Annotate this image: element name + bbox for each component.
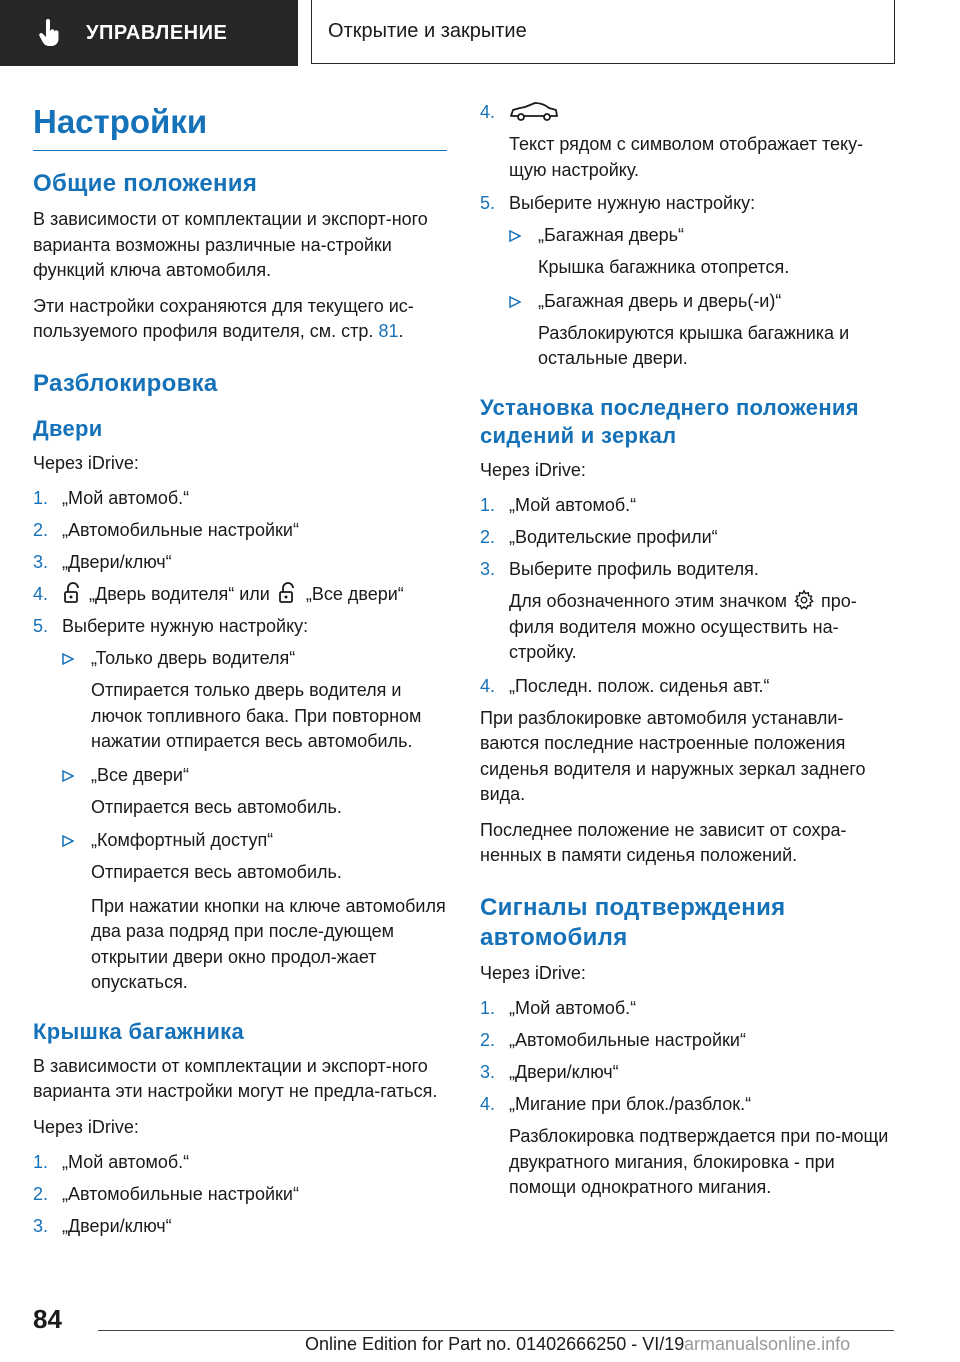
- unlock-heading: Разблокировка: [33, 369, 218, 397]
- triangle-right-icon: [62, 835, 74, 847]
- triangle-right-icon: [62, 653, 74, 665]
- step-detail: Для обозначенного этим значком про-филя водителя можно осуществить на-стройку.: [509, 591, 857, 662]
- list-item: 1. „Мой автомоб.“: [480, 998, 637, 1018]
- hand-pointer-icon: [38, 19, 62, 47]
- seat-via: Через iDrive:: [480, 459, 586, 480]
- general-heading: Общие положения: [33, 170, 258, 197]
- general-paragraph-1: В зависимости от комплектации и экспорт-ного варианта возможны различные на-стройки функций ключа автомобиля.: [33, 209, 428, 280]
- seat-heading: Установка последнего положения сидений и зеркал: [480, 394, 859, 448]
- list-item: 2. „Автомобильные настройки“: [480, 1030, 746, 1050]
- option-item: „Все двери“: [33, 763, 447, 789]
- section-tab: [0, 0, 298, 66]
- option-detail: При нажатии кнопки на ключе автомобиля два раза подряд при после-дующем открытии двери окно продол-жает опускаться.: [91, 895, 446, 992]
- option-item: „Багажная дверь“: [480, 223, 900, 249]
- footer-rule: [98, 1330, 894, 1331]
- chapter-tab: [311, 0, 895, 64]
- list-item: 4. „Последн. полож. сиденья авт.“: [480, 675, 770, 696]
- trunk-paragraph: В зависимости от комплектации и экспорт-ного варианта эти настройки могут не предла-гаться.: [33, 1055, 438, 1101]
- doors-via: Через iDrive:: [33, 452, 139, 473]
- option-detail: Отпирается весь автомобиль.: [91, 862, 342, 882]
- right-column: [480, 100, 900, 1209]
- list-item: 4. „Мигание при блок./разблок.“: [480, 1094, 752, 1114]
- list-item: 5. Выберите нужную настройку:: [480, 193, 756, 213]
- list-item: 1. „Мой автомоб.“: [33, 488, 190, 508]
- page-footer: [0, 1300, 960, 1362]
- option-item: „Багажная дверь и дверь(-и)“: [480, 289, 900, 315]
- option-item: „Комфортный доступ“: [33, 828, 447, 854]
- option-detail: Крышка багажника отопрется.: [538, 257, 790, 277]
- triangle-right-icon: [62, 770, 74, 782]
- signal-steps: [480, 996, 900, 1118]
- list-item: 4.: [480, 100, 900, 126]
- triangle-right-icon: [509, 296, 521, 308]
- step-detail: Разблокировка подтверждается при по-мощи двукратного мигания, блокировка - при помощи однократного мигания.: [509, 1126, 889, 1197]
- chapter-label: Открытие и закрытие: [328, 20, 527, 42]
- list-item: 1. „Мой автомоб.“: [33, 1152, 190, 1172]
- title-rule: [33, 150, 447, 151]
- watermark-text: armanualsonline.info: [684, 1334, 851, 1354]
- general-paragraph-2: Эти настройки сохраняются для текущего ис-пользуемого профиля водителя, см. стр. 81.: [33, 295, 414, 341]
- list-item: 5. Выберите нужную настройку:: [33, 616, 309, 636]
- option-detail: Отпирается весь автомобиль.: [91, 796, 342, 817]
- list-item: 3. „Двери/ключ“: [480, 1062, 619, 1082]
- signal-via: Через iDrive:: [480, 962, 586, 983]
- doors-heading: Двери: [33, 415, 103, 441]
- section-label: УПРАВЛЕНИЕ: [86, 21, 228, 44]
- unlock-all-icon: [275, 582, 301, 604]
- trunk-heading: Крышка багажника: [33, 1018, 245, 1044]
- triangle-right-icon: [509, 230, 521, 242]
- list-item: 3. „Двери/ключ“: [33, 1216, 172, 1236]
- trunk-via: Через iDrive:: [33, 1116, 139, 1137]
- edition-text: Online Edition for Part no. 01402666250 - VI/19: [305, 1334, 685, 1354]
- page-title: Настройки: [33, 103, 208, 140]
- option-detail: Отпирается только дверь водителя и лючок топливного бака. При повторном нажатии отпирается весь автомобиль.: [91, 680, 422, 751]
- trunk-steps: [33, 1150, 447, 1240]
- option-item: „Только дверь водителя“: [33, 646, 447, 672]
- seat-paragraph-2: Последнее положение не зависит от сохра-ненных в памяти сиденья положений.: [480, 819, 847, 865]
- list-item: 3. „Двери/ключ“: [33, 552, 172, 572]
- page-header: [0, 0, 960, 66]
- page-number: 84: [33, 1304, 62, 1334]
- seat-paragraph-1: При разблокировке автомобиля устанавли-ваются последние настроенные положения сиденья водителя и наружных зеркал заднего вида.: [480, 707, 866, 804]
- list-item: 4. „Дверь водителя“ или „Все двери“: [33, 584, 404, 604]
- signal-heading: Сигналы подтверждения автомобиля: [480, 893, 786, 951]
- option-detail: Разблокируются крышка багажника и остальные двери.: [538, 322, 850, 368]
- list-item: 2. „Автомобильные настройки“: [33, 520, 299, 540]
- seat-steps: [480, 493, 900, 583]
- list-item: 2. „Автомобильные настройки“: [33, 1184, 299, 1204]
- car-trunk-icon: [509, 100, 559, 122]
- doors-steps: [33, 486, 447, 640]
- gear-icon: [792, 589, 816, 611]
- unlock-driver-icon: [62, 582, 84, 604]
- page-link[interactable]: 81: [378, 321, 399, 341]
- list-item: 2. „Водительские профили“: [480, 527, 718, 547]
- list-item: 1. „Мой автомоб.“: [480, 495, 637, 515]
- list-item: 3. Выберите профиль водителя.: [480, 559, 759, 579]
- step-detail: Текст рядом с символом отображает теку-щую настройку.: [509, 134, 864, 180]
- left-column: [33, 100, 447, 1246]
